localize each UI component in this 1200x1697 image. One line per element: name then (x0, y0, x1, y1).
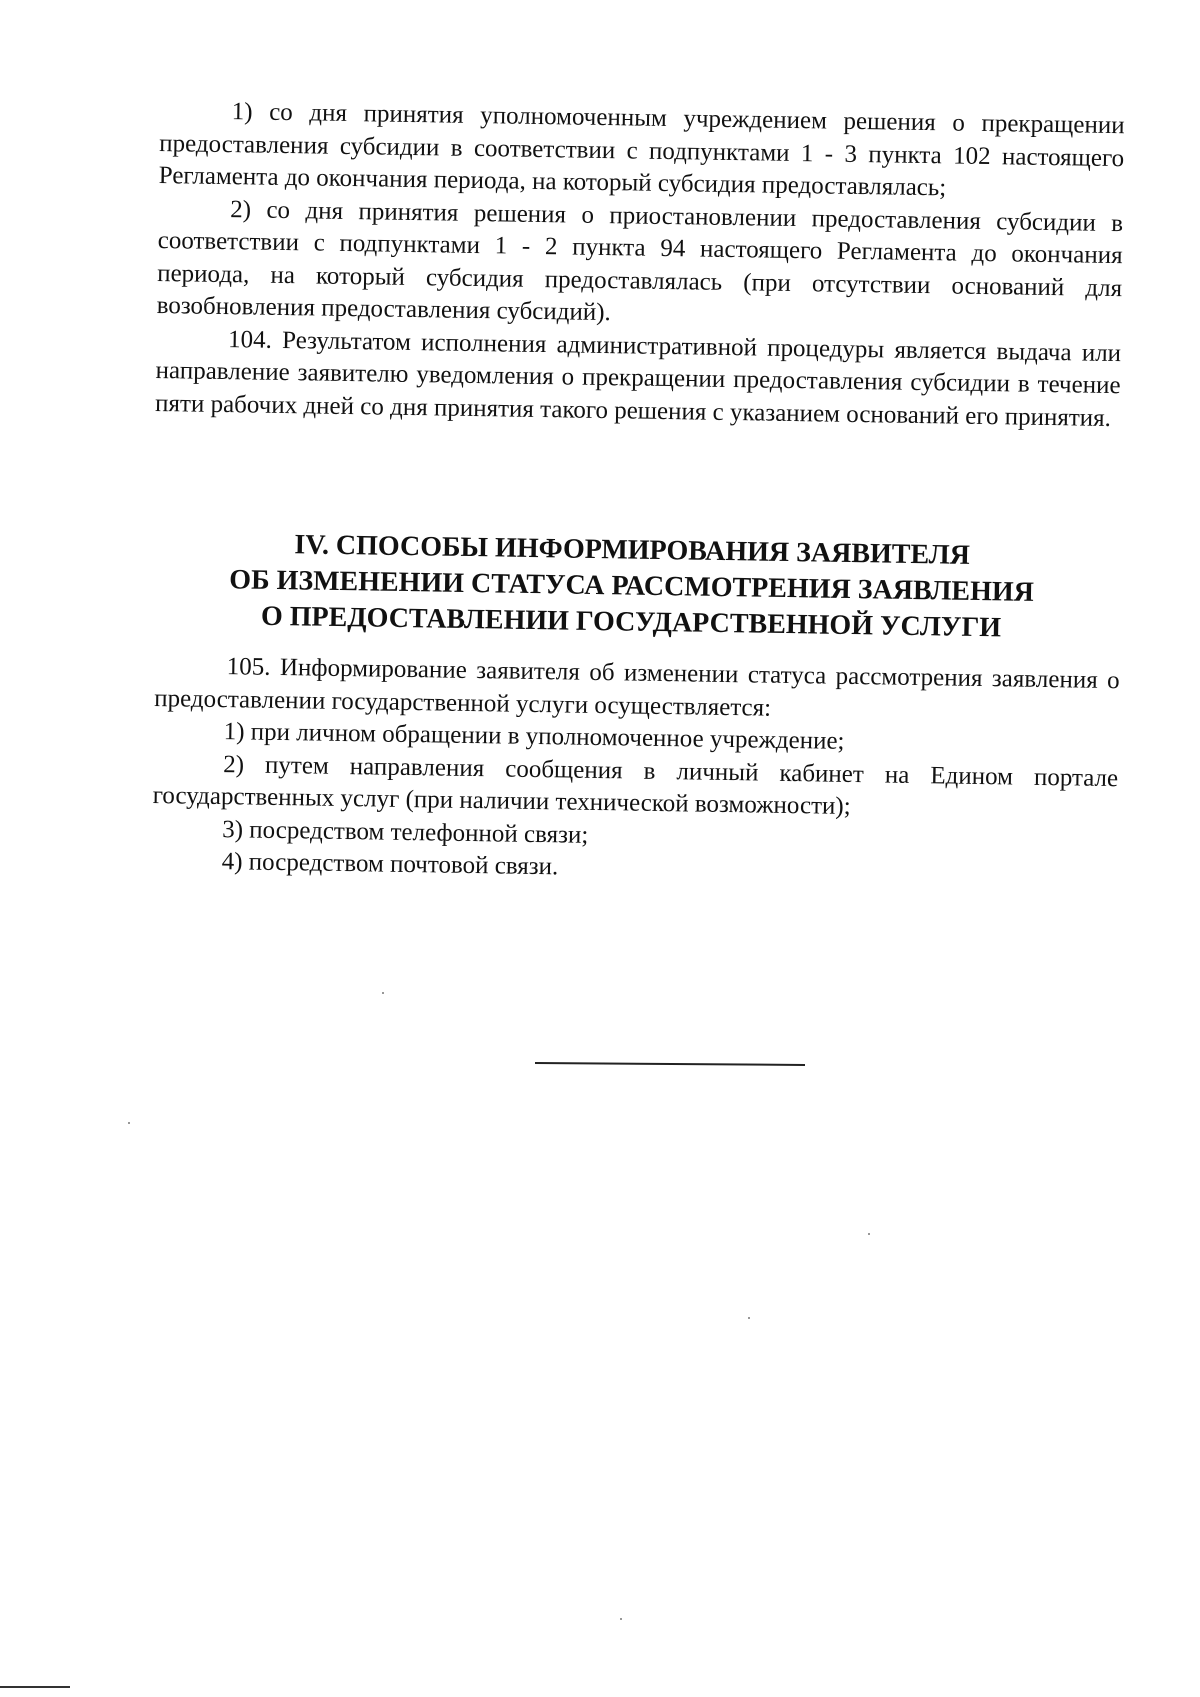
paragraph-item-2: 2) со дня принятия решения о приостановлении предоставления субсидии в соответствии с подпунктами 1 - 2 пункта 94 настоящего Регламента до окончания периода, на который субсидия предоставлялась (при отсутствии оснований для возобновления предоставления субсидий). (156, 195, 1124, 327)
closing-divider-line (535, 1062, 805, 1066)
section-text-block (151, 650, 1119, 893)
scan-speck (748, 1317, 750, 1319)
top-text-block (155, 95, 1125, 435)
section-heading-line-2: ОБ ИЗМЕНЕНИИ СТАТУСА РАССМОТРЕНИЯ ЗАЯВЛЕНИЯ (229, 564, 1035, 608)
scan-speck (382, 992, 384, 994)
list-item-1: 1) при личном обращении в уполномоченное учреждение; (223, 718, 845, 755)
scan-edge-mark (0, 1686, 70, 1688)
list-item-3: 3) посредством телефонной связи; (221, 815, 589, 849)
scan-speck (620, 1618, 622, 1620)
paragraph-105: 105. Информирование заявителя об изменении статуса рассмотрения заявления о предоставлении государственной услуги осуществляется: (154, 653, 1120, 722)
section-heading-line-1: IV. СПОСОБЫ ИНФОРМИРОВАНИЯ ЗАЯВИТЕЛЯ (294, 529, 971, 571)
section-heading (148, 525, 1115, 648)
paragraph-104: 104. Результатом исполнения административной процедуры является выдача или направление заявителю уведомления о прекращении предоставления субсидии в течение пяти рабочих дней со дня принятия такого решения с указанием оснований его принятия. (154, 325, 1122, 432)
paragraph-item-1: 1) со дня принятия уполномоченным учреждением решения о прекращении предоставления субсидии в соответствии с подпунктами 1 - 3 пункта 102 настоящего Регламента до окончания периода, на который субсидия предоставлялась; (158, 98, 1125, 202)
scan-speck (868, 1233, 870, 1235)
list-item-4: 4) посредством почтовой связи. (221, 848, 559, 881)
scan-speck (128, 1122, 130, 1124)
section-heading-line-3: О ПРЕДОСТАВЛЕНИИ ГОСУДАРСТВЕННОЙ УСЛУГИ (260, 600, 1002, 644)
list-item-2: 2) путем направления сообщения в личный кабинет на Едином портале государственных услуг (при наличии технической возможности); (152, 750, 1119, 820)
